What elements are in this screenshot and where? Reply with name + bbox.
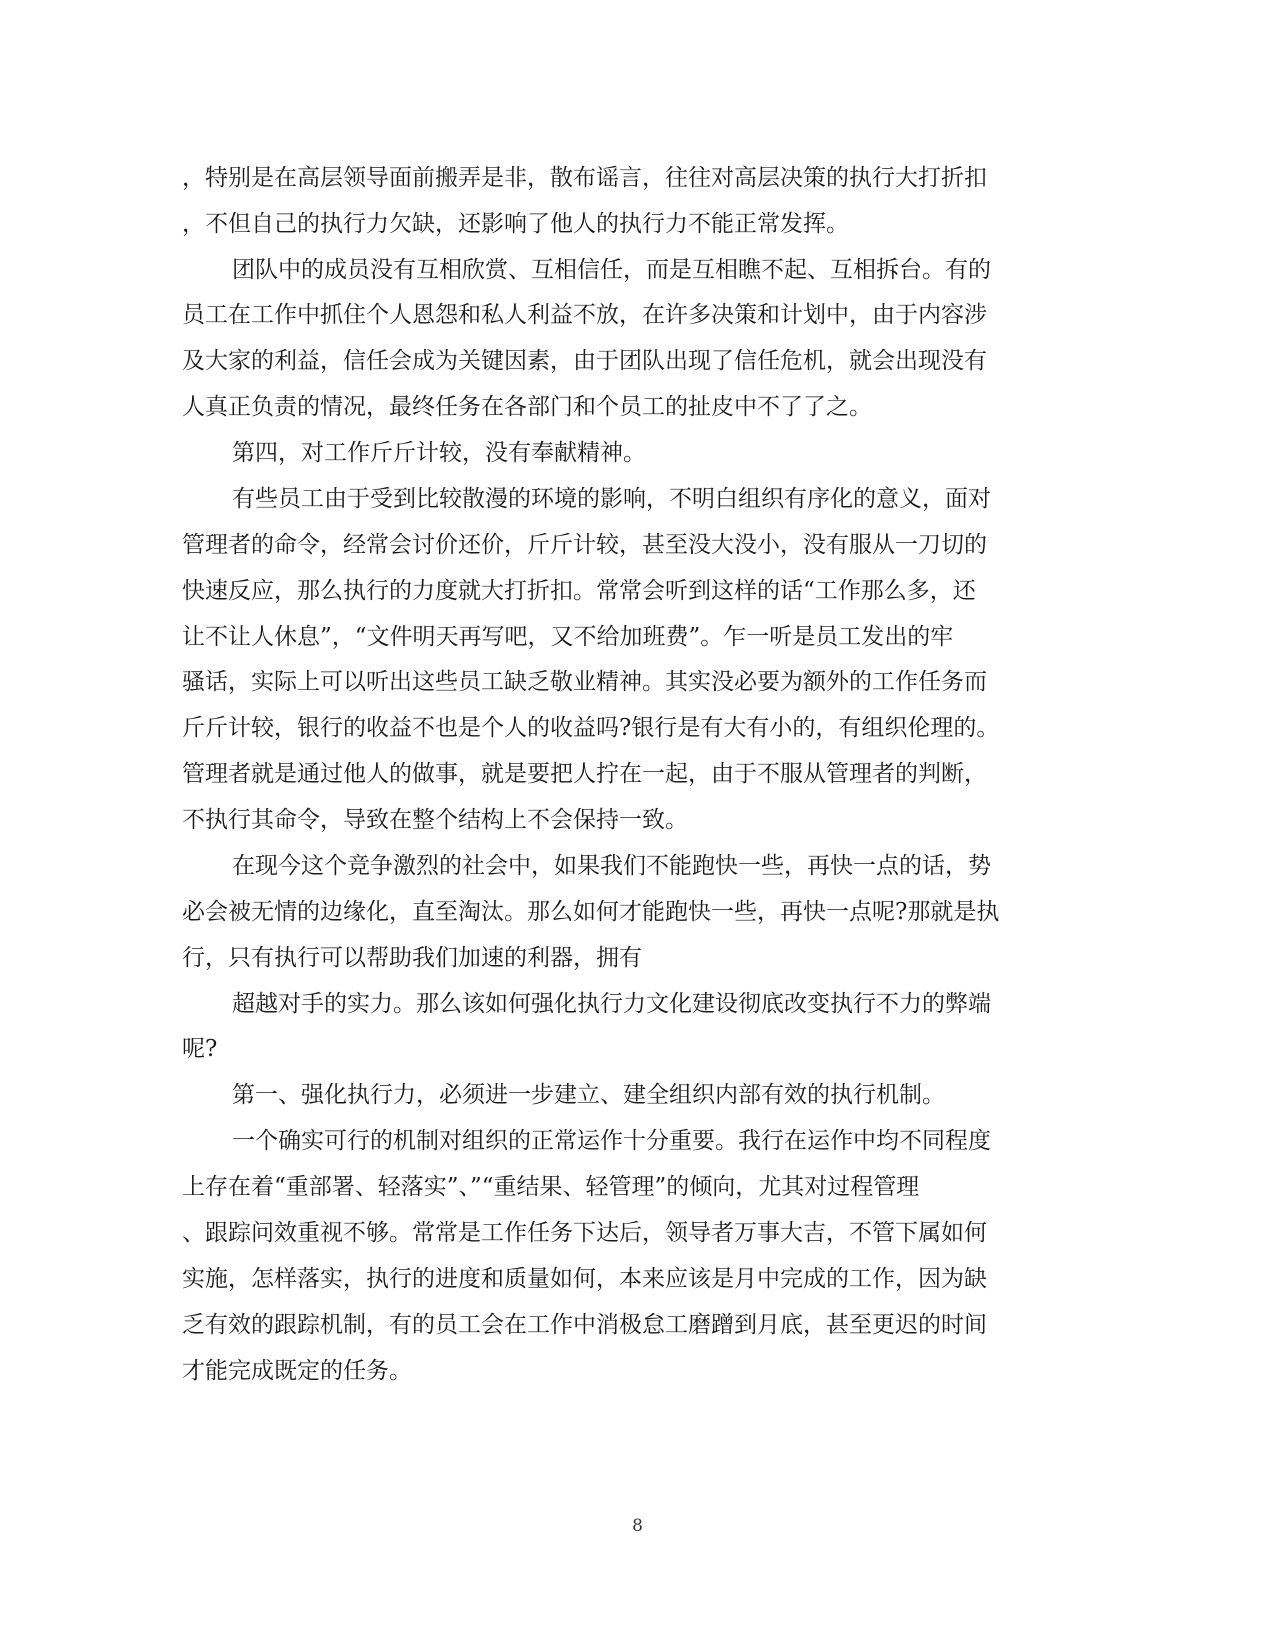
text-line: 快速反应，那么执行的力度就大打折扣。常常会听到这样的话“工作那么多，还 bbox=[182, 578, 976, 604]
text-line: 才能完成既定的任务。 bbox=[182, 1358, 412, 1384]
text-line: 行，只有执行可以帮助我们加速的利器，拥有 bbox=[182, 945, 642, 971]
text-line: 、跟踪问效重视不够。常常是工作任务下达后，领导者万事大吉，不管下属如何 bbox=[182, 1220, 987, 1246]
text-line: 骚话，实际上可以听出这些员工缺乏敬业精神。其实没必要为额外的工作任务而 bbox=[182, 669, 987, 695]
text-line: 管理者就是通过他人的做事，就是要把人拧在一起，由于不服从管理者的判断， bbox=[182, 761, 987, 787]
text-line: 管理者的命令，经常会讨价还价，斤斤计较，甚至没大没小，没有服从一刀切的 bbox=[182, 532, 987, 558]
text-line: 第一、强化执行力，必须进一步建立、建全组织内部有效的执行机制。 bbox=[232, 1082, 945, 1108]
text-line: 及大家的利益，信任会成为关键因素，由于团队出现了信任危机，就会出现没有 bbox=[182, 348, 987, 374]
text-line: 一个确实可行的机制对组织的正常运作十分重要。我行在运作中均不同程度 bbox=[232, 1128, 991, 1154]
text-line: ，不但自己的执行力欠缺，还影响了他人的执行力不能正常发挥。 bbox=[182, 211, 849, 237]
text-line: ，特别是在高层领导面前搬弄是非，散布谣言，往往对高层决策的执行大打折扣 bbox=[182, 165, 987, 191]
text-line: 让不让人休息”，“文件明天再写吧，又不给加班费”。乍一听是员工发出的牢 bbox=[182, 624, 954, 650]
text-line: 团队中的成员没有互相欣赏、互相信任，而是互相瞧不起、互相拆台。有的 bbox=[232, 257, 991, 283]
text-line: 有些员工由于受到比较散漫的环境的影响，不明白组织有序化的意义，面对 bbox=[232, 486, 991, 512]
text-line: 实施，怎样落实，执行的进度和质量如何，本来应该是月中完成的工作，因为缺 bbox=[182, 1266, 987, 1292]
text-line: 乏有效的跟踪机制，有的员工会在工作中消极怠工磨蹭到月底，甚至更迟的时间 bbox=[182, 1312, 987, 1338]
page-number: 8 bbox=[632, 1516, 643, 1536]
text-line: 呢? bbox=[182, 1036, 218, 1062]
text-line: 斤斤计较，银行的收益不也是个人的收益吗?银行是有大有小的，有组织伦理的。 bbox=[182, 715, 1000, 741]
text-line: 不执行其命令，导致在整个结构上不会保持一致。 bbox=[182, 807, 688, 833]
text-line: 在现今这个竞争激烈的社会中，如果我们不能跑快一些，再快一点的话，势 bbox=[232, 853, 991, 879]
text-line: 员工在工作中抓住个人恩怨和私人利益不放，在许多决策和计划中，由于内容涉 bbox=[182, 302, 987, 328]
text-line: 人真正负责的情况，最终任务在各部门和个员工的扯皮中不了了之。 bbox=[182, 394, 872, 420]
text-line: 必会被无情的边缘化，直至淘汰。那么如何才能跑快一些，再快一点呢?那就是执 bbox=[182, 899, 1000, 925]
text-line: 上存在着“重部署、轻落实”、”“重结果、轻管理”的倾向，尤其对过程管理 bbox=[182, 1174, 920, 1200]
text-line: 第四，对工作斤斤计较，没有奉献精神。 bbox=[232, 440, 646, 466]
text-line: 超越对手的实力。那么该如何强化执行力文化建设彻底改变执行不力的弊端 bbox=[232, 991, 991, 1017]
